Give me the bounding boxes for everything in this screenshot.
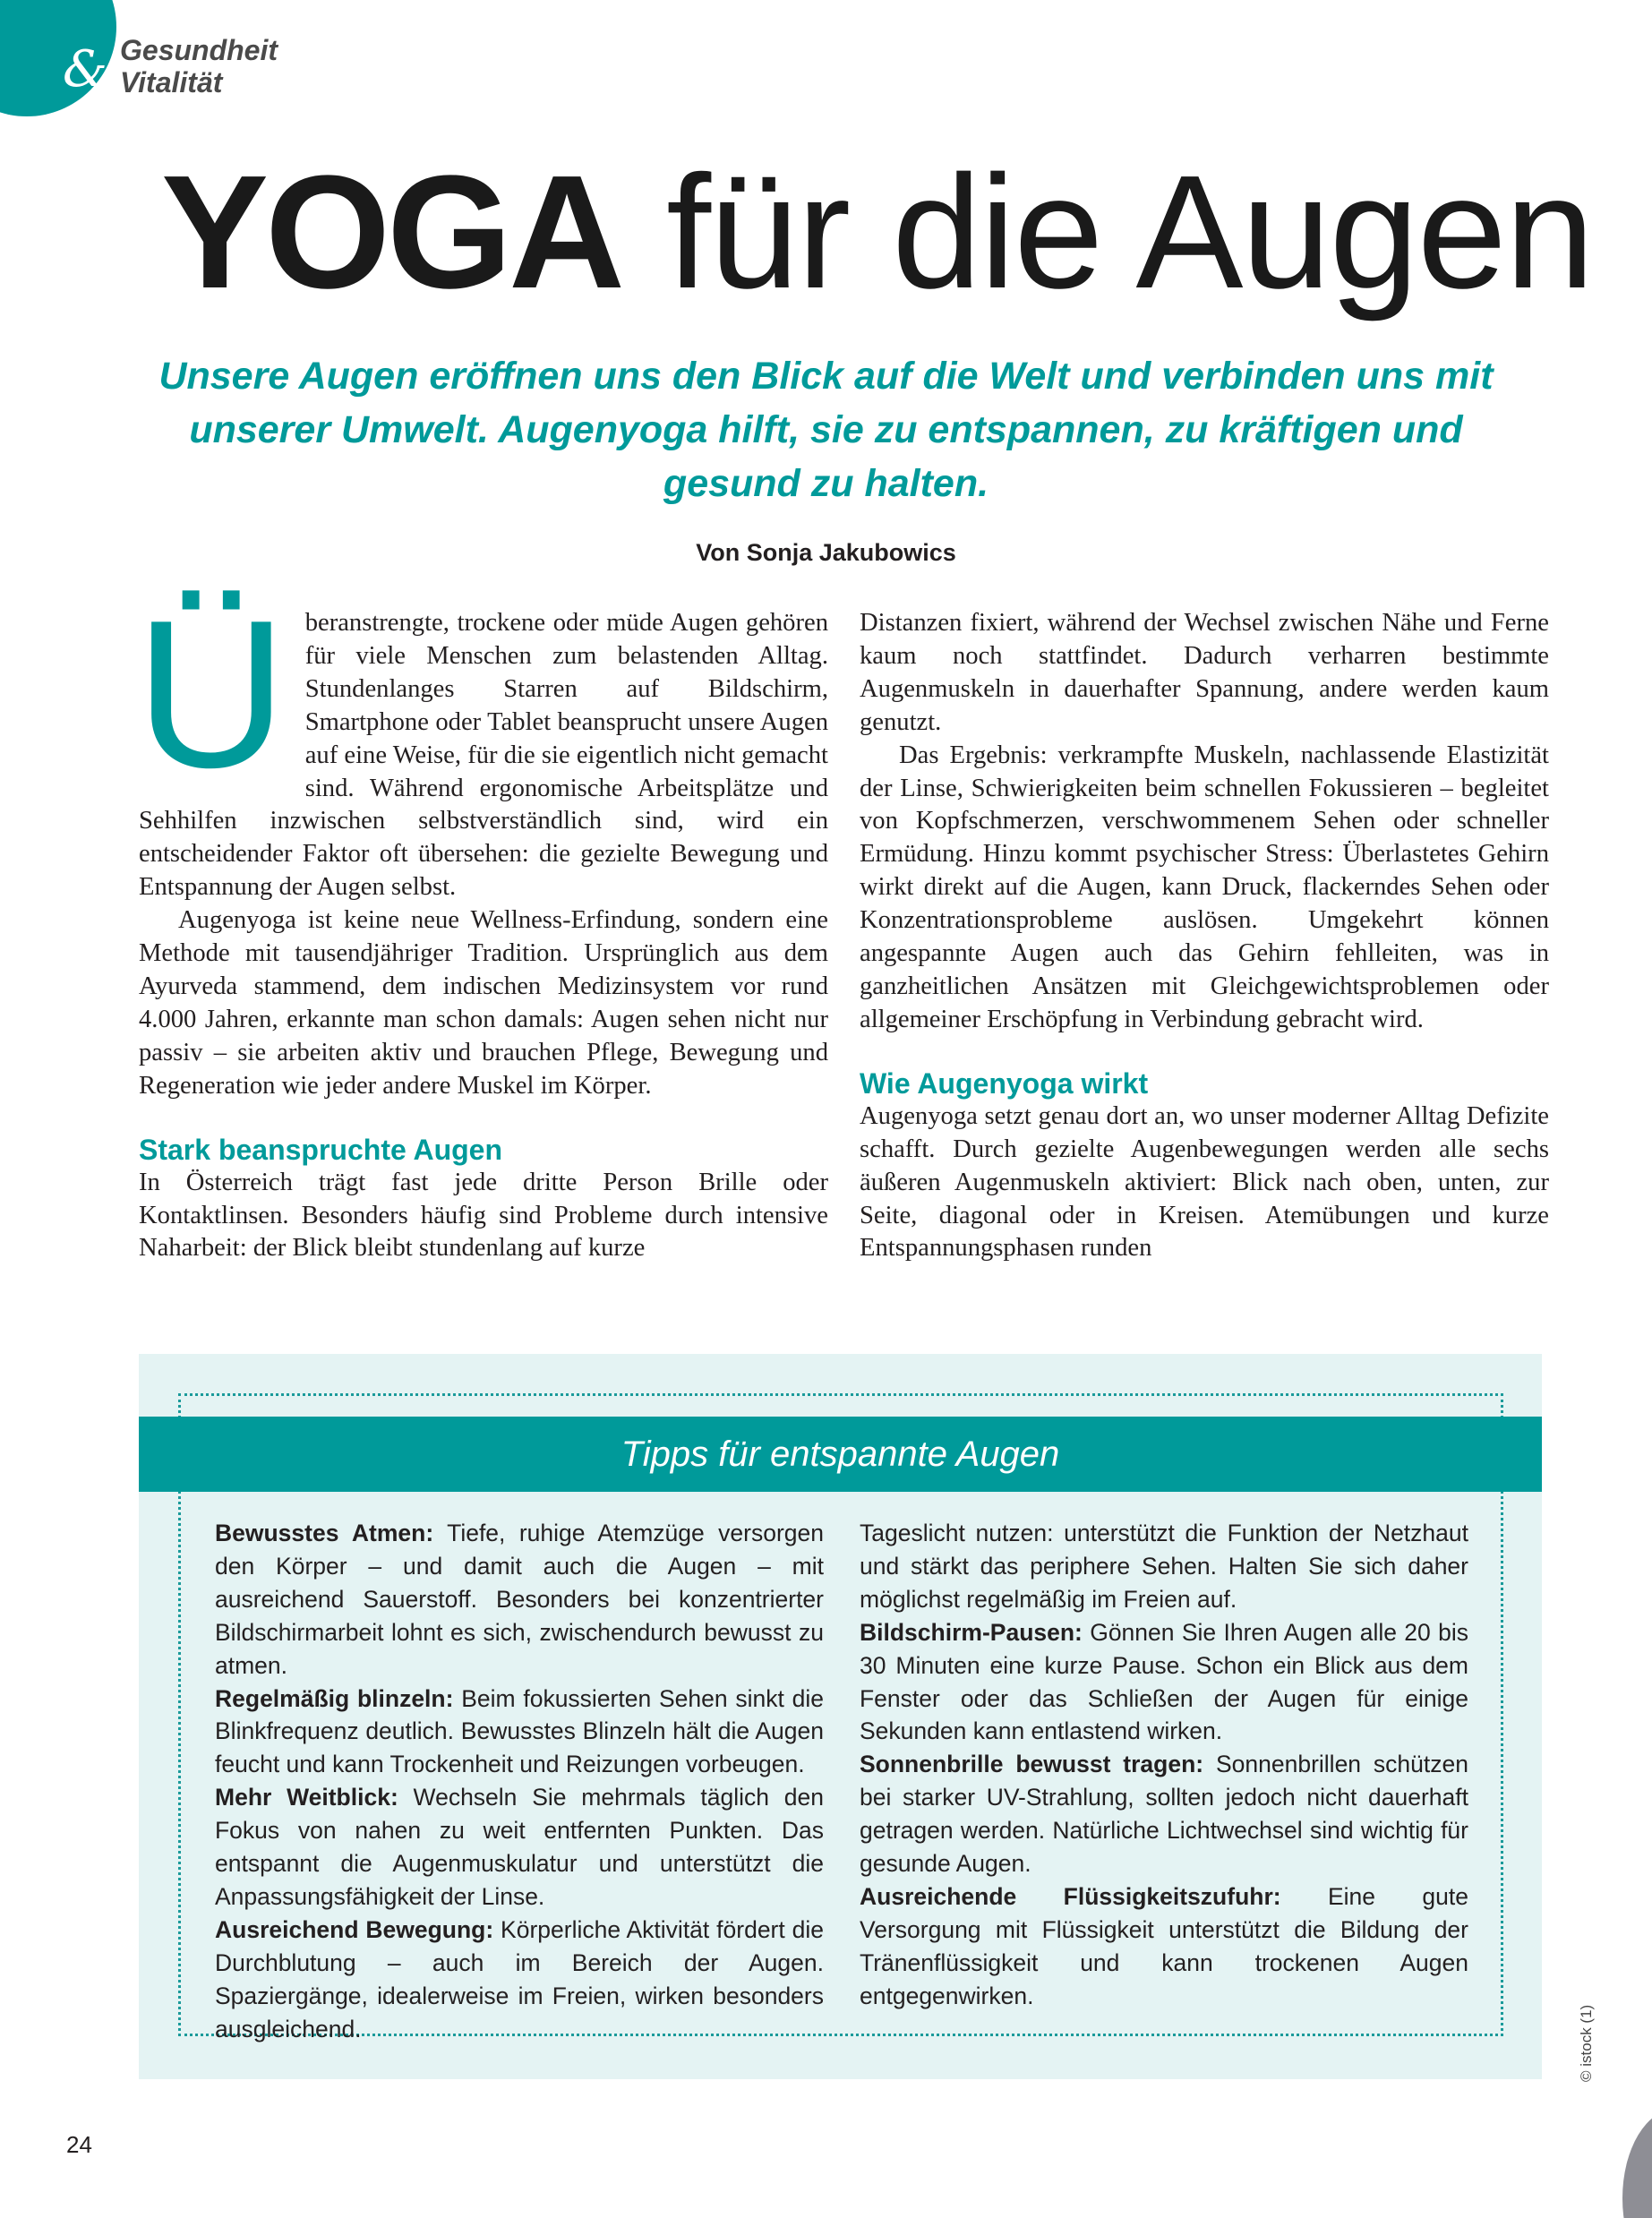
paragraph-tradition: Augenyoga ist keine neue Wellness-Erfindung, sondern eine Methode mit tausendjähriger Tradition. Ursprünglich aus dem Ayurveda stammend, dem indischen Medizinsystem vor rund 4.000 Jahren, erkannte man schon damals: Augen sehen nicht nur passiv – sie arbeiten aktiv und brauchen Pflege, Bewegung und Regeneration wie jeder andere Muskel im Körper.: [139, 906, 828, 1100]
tip-sunglasses: [860, 1748, 1468, 1880]
tip-text: Sonnenbrillen schützen bei starker UV-Strahlung, sollten jedoch nicht dauerhaft getragen werden. Natürliche Lichtwechsel sind wichtig für gesunde Augen.: [860, 1751, 1468, 1878]
tips-column-left: [215, 1517, 824, 2046]
paragraph-austria: In Österreich trägt fast jede dritte Person Brille oder Kontaktlinsen. Besonders häufig sind Probleme durch intensive Naharbeit: der Blick bleibt stundenlang auf kurze: [139, 1168, 828, 1263]
tips-box-title: Tipps für entspannte Augen: [139, 1417, 1542, 1492]
tip-exercise: [215, 1914, 824, 2046]
section-label: [120, 34, 278, 98]
corner-image-fragment: [1622, 2109, 1652, 2218]
tip-text: Beim fokussierten Sehen sinkt die Blinkfrequenz deutlich. Bewusstes Blinzeln hält die Augen feucht und kann Trockenheit und Reizungen vorbeugen.: [215, 1684, 825, 1778]
subheading-strained-eyes: Stark beanspruchte Augen: [139, 1133, 503, 1166]
tip-hydration: [860, 1880, 1468, 2013]
paragraph-intro: beranstrengte, trockene oder müde Augen gehören für viele Menschen zum belastenden Alltag. Stundenlanges Starren auf Bildschirm, Smartphone oder Tablet beansprucht unsere Augen auf eine Weise, für die sie eigentlich nicht gemacht sind. Während ergonomische Arbeitsplätze und Sehhilfen inzwischen selbstverständlich sind, wird ein entscheidender Faktor oft übersehen: die gezielte Bewegung und Entspannung der Augen selbst.: [139, 609, 828, 902]
page-number: 24: [66, 2131, 92, 2158]
drop-cap: Ü: [135, 576, 287, 811]
tip-text: Eine gute Versorgung mit Flüssigkeit unterstützt die Bildung der Tränenflüssigkeit und kann trockenen Augen entgegenwirken.: [860, 1882, 1468, 2009]
tip-text: Tiefe, ruhige Atemzüge versorgen den Körper – und damit auch die Augen – mit ausreichend Sauerstoff. Besonders bei konzentrierter Bildschirmarbeit lohnt es sich, zwischendurch bewusst zu atmen.: [215, 1520, 825, 1679]
tip-text: Wechseln Sie mehrmals täglich den Fokus von nahen zu weit entfernten Punkten. Das entspannt die Augenmuskulatur und unterstützt die Anpassungsfähigkeit der Linse.: [215, 1784, 824, 1910]
tip-label: Mehr Weitblick:: [215, 1784, 398, 1811]
section-label-line1: Gesundheit: [120, 34, 278, 66]
article-title: [161, 142, 1593, 322]
tips-column-right: [860, 1517, 1468, 2013]
paragraph-how-it-works: Augenyoga setzt genau dort an, wo unser moderner Alltag Defizite schafft. Durch gezielte Augenbewegungen werden alle sechs äußeren Augenmuskeln aktiviert: Blick nach oben, unten, zur Seite, diagonal oder in Kreisen. Atemübungen und kurze Entspannungsphasen runden: [860, 1101, 1549, 1263]
tips-box: [139, 1354, 1542, 2079]
title-light-part: für die Augen: [666, 142, 1593, 322]
paragraph-distance: Distanzen fixiert, während der Wechsel zwischen Nähe und Ferne kaum noch stattfindet. Dadurch verharren bestimmte Augenmuskeln in dauerhafter Spannung, andere werden kaum genutzt.: [860, 609, 1549, 736]
section-label-line2: Vitalität: [120, 66, 223, 98]
paragraph-result: Das Ergebnis: verkrampfte Muskeln, nachlassende Elastizität der Linse, Schwierigkeiten beim schnellen Fokussieren – begleitet von Kopfschmerzen, verschwommenem Sehen oder schneller Ermüdung. Hinzu kommt psychischer Stress: Überlastetes Gehirn wirkt direkt auf die Augen, kann Druck, flackerndes Sehen oder Konzentrationsprobleme auslösen. Umgekehrt können angespannte Augen auch das Gehirn fehlleiten, was in ganzheitlichen Ansätzen mit Gleichgewichtsproblemen oder allgemeiner Erschöpfung in Verbindung gebracht wird.: [860, 741, 1549, 1033]
title-bold-part: YOGA: [161, 142, 622, 322]
image-credit: © istock (1): [1578, 2004, 1595, 2082]
tip-blinking: [215, 1683, 824, 1782]
tip-text: Körperliche Aktivität fördert die Durchblutung – auch im Bereich der Augen. Spaziergänge, idealerweise im Freien, wirken besonders ausgleichend.: [215, 1915, 824, 2042]
tip-label: Ausreichend Bewegung:: [215, 1915, 494, 1943]
tip-breathing: [215, 1517, 824, 1683]
tip-label: Bildschirm-Pausen:: [860, 1618, 1083, 1646]
subheading-how-it-works: Wie Augenyoga wirkt: [860, 1066, 1149, 1100]
article-column-left: [135, 576, 828, 1265]
tip-daylight: Tageslicht nutzen: unterstützt die Funktion der Netzhaut und stärkt das periphere Sehen. Halten Sie sich daher möglichst regelmäßig im Freien auf.: [860, 1520, 1468, 1613]
tip-text: Gönnen Sie Ihren Augen alle 20 bis 30 Minuten eine kurze Pause. Schon ein Blick aus dem Fenster oder das Schließen der Augen für einige Sekunden kann entlastend wirken.: [860, 1618, 1468, 1745]
article-column-right: [860, 607, 1549, 1265]
tip-distance-view: [215, 1781, 824, 1914]
section-badge-ampersand: &: [63, 40, 107, 98]
tip-label: Regelmäßig blinzeln:: [215, 1684, 454, 1712]
article-byline: Von Sonja Jakubowics: [696, 539, 956, 566]
tip-label: Bewusstes Atmen:: [215, 1520, 434, 1546]
tip-label: Ausreichende Flüssigkeitszufuhr:: [860, 1882, 1281, 1910]
tip-screen-breaks: [860, 1616, 1468, 1749]
tip-label: Sonnenbrille bewusst tragen:: [860, 1751, 1204, 1778]
article-lead: Unsere Augen eröffnen uns den Blick auf die Welt und verbinden uns mit unserer Umwelt. Augenyoga hilft, sie zu entspannen, zu kräftigen und gesund zu halten.: [158, 355, 1494, 505]
